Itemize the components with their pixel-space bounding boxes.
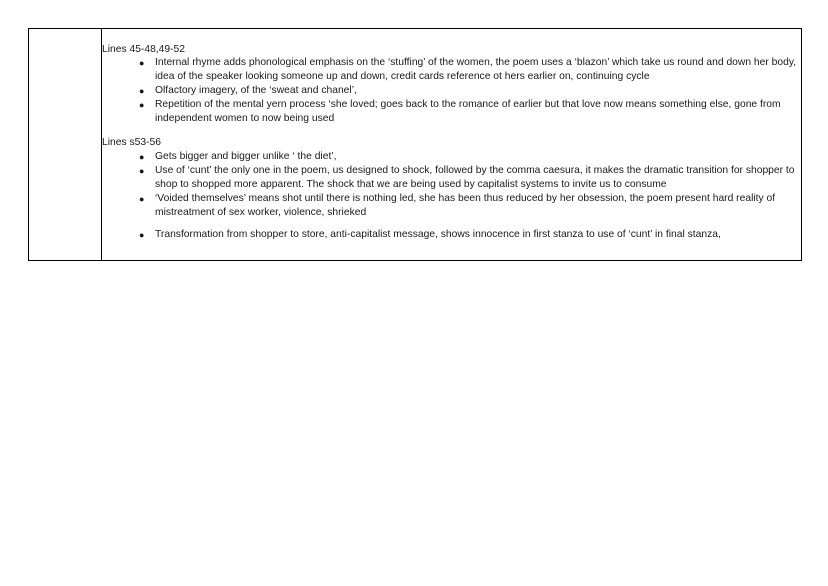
list-item — [102, 98, 801, 126]
bullet-list — [102, 56, 801, 126]
list-item — [102, 228, 801, 242]
section-heading: Lines 45-48,49-52 — [102, 44, 186, 55]
section-heading: Lines s53-56 — [102, 137, 161, 149]
list-item — [102, 192, 801, 220]
list-item — [102, 150, 801, 164]
notes-table — [28, 28, 802, 261]
list-item-text: Internal rhyme adds phonological emphasis on the ‘stuffing’ of the women, the poem uses a ‘blazon’ which take us round and down her body, idea of the speaker looking someone up and down, credit cards reference ot hers earlier on, continuing cycle — [155, 57, 797, 83]
bullet-list — [102, 228, 801, 242]
bullet-icon: ● — [139, 165, 145, 176]
bullet-icon: ● — [139, 229, 145, 240]
list-item-text: Olfactory imagery, of the ‘sweat and chanel’, — [155, 85, 357, 97]
bullet-icon: ● — [139, 86, 145, 97]
list-item-text: Use of ‘cunt’ the only one in the poem, us designed to shock, followed by the comma caesura, it makes the dramatic transition for shopper to shop to shopped more apparent. The shock that we are being used by capitalist systems to invite us to consume — [155, 164, 795, 190]
list-item — [102, 164, 801, 192]
table-right-column — [102, 29, 801, 260]
list-item-text: Transformation from shopper to store, anti-capitalist message, shows innocence in first stanza to use of ‘cunt’ in final stanza, — [155, 228, 721, 240]
bullet-list — [102, 150, 801, 220]
list-item-text: Repetition of the mental yern process ‘she loved; goes back to the romance of earlier but that love now means something else, gone from independent women to now being used — [155, 99, 781, 125]
bullet-icon: ● — [139, 193, 145, 204]
list-item-text: Gets bigger and bigger unlike ‘ the diet’, — [155, 150, 337, 162]
list-item — [102, 56, 801, 84]
list-item-text: ‘Voided themselves’ means shot until there is nothing led, she has been thus reduced by her obsession, the poem present hard reality of mistreatment of sex worker, violence, shrieked — [155, 192, 776, 218]
table-left-column — [29, 29, 102, 260]
list-item — [102, 84, 801, 98]
bullet-icon: ● — [139, 100, 145, 111]
bullet-icon: ● — [139, 151, 145, 162]
bullet-icon: ● — [139, 58, 145, 69]
